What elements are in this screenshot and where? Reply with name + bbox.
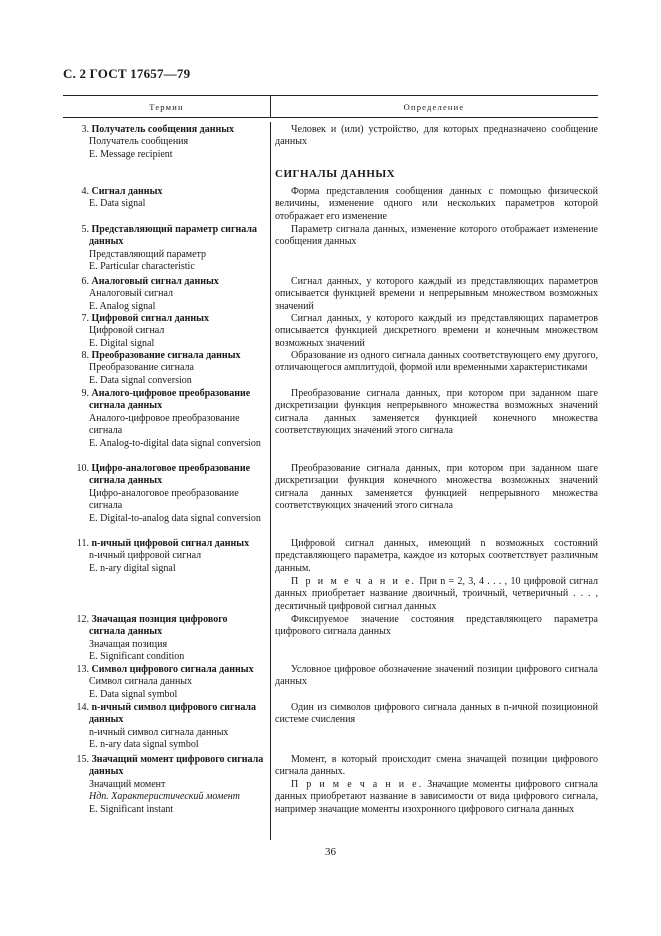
definition-12: Фиксируемое значение состояния представляющего параметра цифрового сигнала данных — [275, 614, 598, 638]
term-english: E. Analog-to-digital data signal conversion — [89, 437, 261, 449]
definition-11-note — [275, 576, 598, 613]
definition-15-note — [275, 779, 598, 816]
definition-3: Человек и (или) устройство, для которых предназначено сообщение данных — [275, 124, 598, 148]
column-header-definitions: Определение — [403, 102, 465, 112]
table-top-rule — [63, 95, 598, 96]
term-title: Цифро-аналоговое преобразование сигнала данных — [89, 463, 251, 487]
term-synonym: Значащая позиция — [89, 638, 168, 650]
section-title — [275, 168, 598, 180]
definition-14: Один из символов цифрового сигнала данных в n-ичной позиционной системе счисления — [275, 702, 598, 726]
term-synonym: Аналого-цифровое преобразование сигнала — [89, 412, 240, 437]
term-entry-11 — [63, 538, 265, 575]
definition-15: Момент, в который происходит смена значащей позиции цифрового сигнала данных. — [275, 754, 598, 778]
term-number: 14. — [76, 702, 89, 713]
term-number: 3. — [81, 124, 89, 135]
term-english: E. Particular characteristic — [89, 261, 195, 273]
term-number: 7. — [81, 313, 89, 324]
term-english: E. Message recipient — [89, 148, 173, 160]
definition-10: Преобразование сигнала данных, при котором при заданном шаге дискретизации функция конечного множества возможных значений сигнала данных заменяется функцией непрерывного множества соответствующих значений этого сигнала — [275, 463, 598, 512]
page-header: С. 2 ГОСТ 17657—79 — [63, 66, 191, 81]
term-title: Аналоговый сигнал данных — [91, 276, 219, 287]
term-number: 8. — [81, 350, 89, 361]
term-number: 13. — [76, 664, 89, 675]
definition-7: Сигнал данных, у которого каждый из представляющих параметров описывается функцией дискретного времени и конечным множеством возможных значений — [275, 313, 598, 349]
term-synonym: n-ичный символ сигнала данных — [89, 726, 229, 738]
term-english: E. Significant instant — [89, 803, 174, 815]
term-synonym: Представляющий параметр — [89, 248, 207, 260]
column-divider — [270, 122, 271, 840]
term-title: Символ цифрового сигнала данных — [91, 664, 254, 675]
term-title: Значащая позиция цифрового сигнала данных — [89, 614, 228, 638]
term-title: Сигнал данных — [91, 186, 163, 197]
definition-4: Форма представления сообщения данных с помощью физической величины, изменение одного или нескольких параметров которой отображает его изменение — [275, 186, 598, 222]
term-synonym: Символ сигнала данных — [89, 676, 193, 688]
term-number: 9. — [81, 388, 89, 399]
term-english: E. Analog signal — [89, 300, 156, 312]
term-title: Преобразование сигнала данных — [91, 350, 241, 361]
term-english: E. n-ary digital signal — [89, 562, 176, 574]
table-header-rule — [63, 117, 598, 118]
term-entry-4 — [63, 186, 265, 211]
definition-5: Параметр сигнала данных, изменение которого отображает изменение сообщения данных — [275, 224, 598, 248]
term-number: 11. — [76, 538, 89, 549]
term-number: 12. — [76, 614, 89, 625]
term-synonym: Получатель сообщения — [89, 136, 189, 148]
term-synonym: Аналоговый сигнал — [89, 288, 173, 300]
definition-11: Цифровой сигнал данных, имеющий n возможных состояний представляющего параметра, каждое из которых соответствует различным данным. — [275, 538, 598, 574]
term-synonym: Цифро-аналоговое преобразование сигнала — [89, 487, 239, 512]
term-title: n-ичный символ цифрового сигнала данных — [89, 702, 257, 726]
term-synonym: Значащий момент — [89, 778, 166, 790]
term-english: E. Digital-to-analog data signal conversion — [89, 512, 261, 524]
term-synonym: Цифровой сигнал — [89, 325, 165, 337]
note-text: Значащие моменты цифрового сигнала данных приобретают название в зависимости от вида цифрового сигнала, например значащие моменты изохронного цифрового сигнала данных — [275, 779, 598, 815]
term-english: E. Data signal — [89, 198, 146, 210]
note-label: П р и м е ч а н и е. — [291, 779, 424, 790]
column-header-terms: Термин — [149, 102, 184, 112]
term-entry-3 — [63, 124, 265, 161]
definition-6: Сигнал данных, у которого каждый из представляющих параметров описывается функцией времени и непрерывным множеством возможных значений — [275, 276, 598, 312]
term-title: Представляющий параметр сигнала данных — [89, 224, 257, 248]
term-entry-10 — [63, 463, 265, 525]
definition-8: Образование из одного сигнала данных соответствующего ему другого, отличающегося амплитудой, формой или временными характеристиками — [275, 350, 598, 374]
definition-13: Условное цифровое обозначение значений позиции цифрового сигнала данных — [275, 664, 598, 688]
term-entry-5 — [63, 224, 265, 274]
term-entry-13 — [63, 664, 265, 701]
section-title-text: СИГНАЛЫ ДАННЫХ — [275, 168, 396, 180]
term-number: 10. — [76, 463, 89, 474]
page-number: 36 — [325, 846, 336, 858]
header-column-divider — [270, 95, 271, 117]
term-number: 5. — [81, 224, 89, 235]
term-title: Значащий момент цифрового сигнала данных — [89, 754, 264, 778]
term-title: n-ичный цифровой сигнал данных — [91, 538, 250, 549]
term-english: E. Data signal symbol — [89, 688, 178, 700]
term-entry-15 — [63, 754, 265, 816]
term-entry-9 — [63, 388, 265, 450]
term-entry-12 — [63, 614, 265, 664]
term-title: Получатель сообщения данных — [91, 124, 235, 135]
note-label: П р и м е ч а н и е. — [291, 576, 417, 587]
term-english: E. Significant condition — [89, 651, 185, 663]
term-english: E. n-ary data signal symbol — [89, 739, 199, 751]
term-number: 4. — [81, 186, 89, 197]
term-title: Аналого-цифровое преобразование сигнала данных — [89, 388, 251, 412]
definition-9: Преобразование сигнала данных, при котором при заданном шаге дискретизации функция непрерывного множества возможных значений сигнала данных заменяется функцией конечного множества соответствующих значений этого сигнала — [275, 388, 598, 437]
term-synonym: n-ичный цифровой сигнал — [89, 550, 202, 562]
note-text: При n = 2, 3, 4 . . . , 10 цифровой сигнал данных приобретает название двоичный, троичный, четверичный . . . , десятичный цифровой сигнал данных — [275, 576, 598, 612]
term-english: E. Data signal conversion — [89, 374, 192, 386]
term-english: E. Digital signal — [89, 337, 155, 349]
term-entry-8 — [63, 350, 265, 387]
term-entry-6 — [63, 276, 265, 313]
term-title: Цифровой сигнал данных — [91, 313, 209, 324]
term-synonym: Преобразование сигнала — [89, 362, 194, 374]
term-entry-14 — [63, 702, 265, 752]
term-number: 6. — [81, 276, 89, 287]
term-number: 15. — [76, 754, 89, 765]
term-entry-7 — [63, 313, 265, 350]
term-deprecated: Ндп. Характеристический момент — [89, 791, 240, 803]
